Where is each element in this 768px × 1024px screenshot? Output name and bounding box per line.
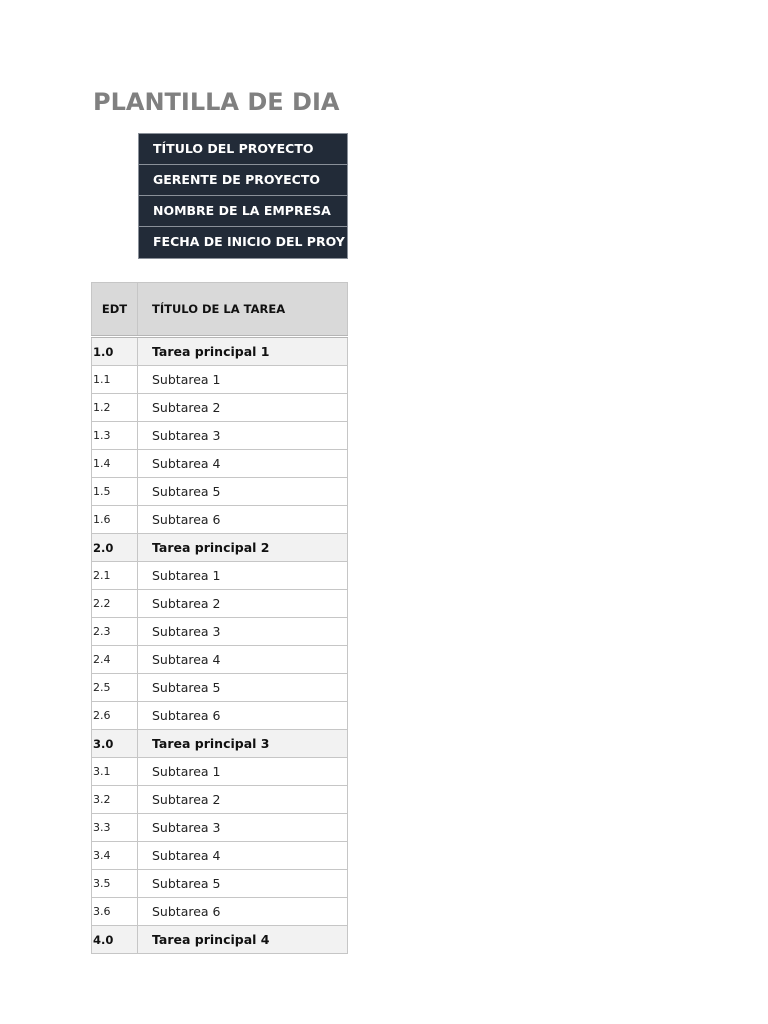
task-title-cell: Subtarea 3 [138, 618, 348, 646]
wbs-code-cell: 3.6 [92, 898, 138, 926]
main-task-row [92, 534, 348, 562]
wbs-code-cell: 2.3 [92, 618, 138, 646]
wbs-code-cell: 3.0 [92, 730, 138, 758]
task-title-cell: Tarea principal 4 [138, 926, 348, 954]
task-title-cell: Subtarea 5 [138, 870, 348, 898]
subtask-row [92, 674, 348, 702]
wbs-code-cell: 3.2 [92, 786, 138, 814]
wbs-code-cell: 3.3 [92, 814, 138, 842]
subtask-row [92, 646, 348, 674]
subtask-row [92, 842, 348, 870]
subtask-row [92, 618, 348, 646]
wbs-code-cell: 2.1 [92, 562, 138, 590]
task-title-cell: Subtarea 6 [138, 506, 348, 534]
wbs-code-cell: 2.5 [92, 674, 138, 702]
task-title-cell: Subtarea 2 [138, 590, 348, 618]
wbs-code-cell: 1.2 [92, 394, 138, 422]
main-task-row [92, 337, 348, 366]
company-name-label: NOMBRE DE LA EMPRESA [139, 196, 347, 227]
wbs-code-cell: 2.0 [92, 534, 138, 562]
subtask-row [92, 758, 348, 786]
subtask-row [92, 870, 348, 898]
wbs-code-cell: 1.0 [92, 337, 138, 366]
subtask-row [92, 786, 348, 814]
wbs-code-cell: 2.2 [92, 590, 138, 618]
wbs-code-cell: 1.1 [92, 366, 138, 394]
table-header-row [92, 283, 348, 337]
task-title-cell: Subtarea 1 [138, 366, 348, 394]
task-title-cell: Subtarea 4 [138, 842, 348, 870]
task-title-cell: Subtarea 4 [138, 646, 348, 674]
subtask-row [92, 422, 348, 450]
task-title-cell: Subtarea 5 [138, 478, 348, 506]
task-title-cell: Tarea principal 1 [138, 337, 348, 366]
subtask-row [92, 366, 348, 394]
wbs-code-cell: 4.0 [92, 926, 138, 954]
wbs-code-cell: 3.1 [92, 758, 138, 786]
task-title-cell: Subtarea 5 [138, 674, 348, 702]
main-task-row [92, 926, 348, 954]
wbs-table-body [92, 337, 348, 954]
task-title-cell: Subtarea 1 [138, 758, 348, 786]
wbs-code-cell: 3.5 [92, 870, 138, 898]
task-title-cell: Subtarea 2 [138, 394, 348, 422]
subtask-row [92, 702, 348, 730]
page-title: PLANTILLA DE DIA [93, 88, 340, 116]
wbs-code-cell: 1.4 [92, 450, 138, 478]
subtask-row [92, 394, 348, 422]
task-title-cell: Subtarea 1 [138, 562, 348, 590]
subtask-row [92, 450, 348, 478]
wbs-code-cell: 2.4 [92, 646, 138, 674]
wbs-code-cell: 1.5 [92, 478, 138, 506]
task-title-cell: Tarea principal 2 [138, 534, 348, 562]
project-title-label: TÍTULO DEL PROYECTO [139, 134, 347, 165]
task-title-cell: Tarea principal 3 [138, 730, 348, 758]
task-title-cell: Subtarea 2 [138, 786, 348, 814]
start-date-label: FECHA DE INICIO DEL PROY [153, 234, 345, 249]
project-manager-label: GERENTE DE PROYECTO [139, 165, 347, 196]
wbs-code-cell: 1.6 [92, 506, 138, 534]
subtask-row [92, 478, 348, 506]
subtask-row [92, 814, 348, 842]
task-title-cell: Subtarea 4 [138, 450, 348, 478]
task-title-cell: Subtarea 3 [138, 422, 348, 450]
wbs-code-cell: 3.4 [92, 842, 138, 870]
task-title-cell: Subtarea 3 [138, 814, 348, 842]
main-task-row [92, 730, 348, 758]
task-title-cell: Subtarea 6 [138, 702, 348, 730]
wbs-code-cell: 2.6 [92, 702, 138, 730]
project-info-box [138, 133, 348, 259]
wbs-code-cell: 1.3 [92, 422, 138, 450]
column-header-edt: EDT [92, 283, 138, 337]
column-header-task-title: TÍTULO DE LA TAREA [138, 283, 348, 337]
subtask-row [92, 506, 348, 534]
task-title-cell: Subtarea 6 [138, 898, 348, 926]
subtask-row [92, 562, 348, 590]
subtask-row [92, 590, 348, 618]
subtask-row [92, 898, 348, 926]
wbs-table [91, 282, 348, 954]
